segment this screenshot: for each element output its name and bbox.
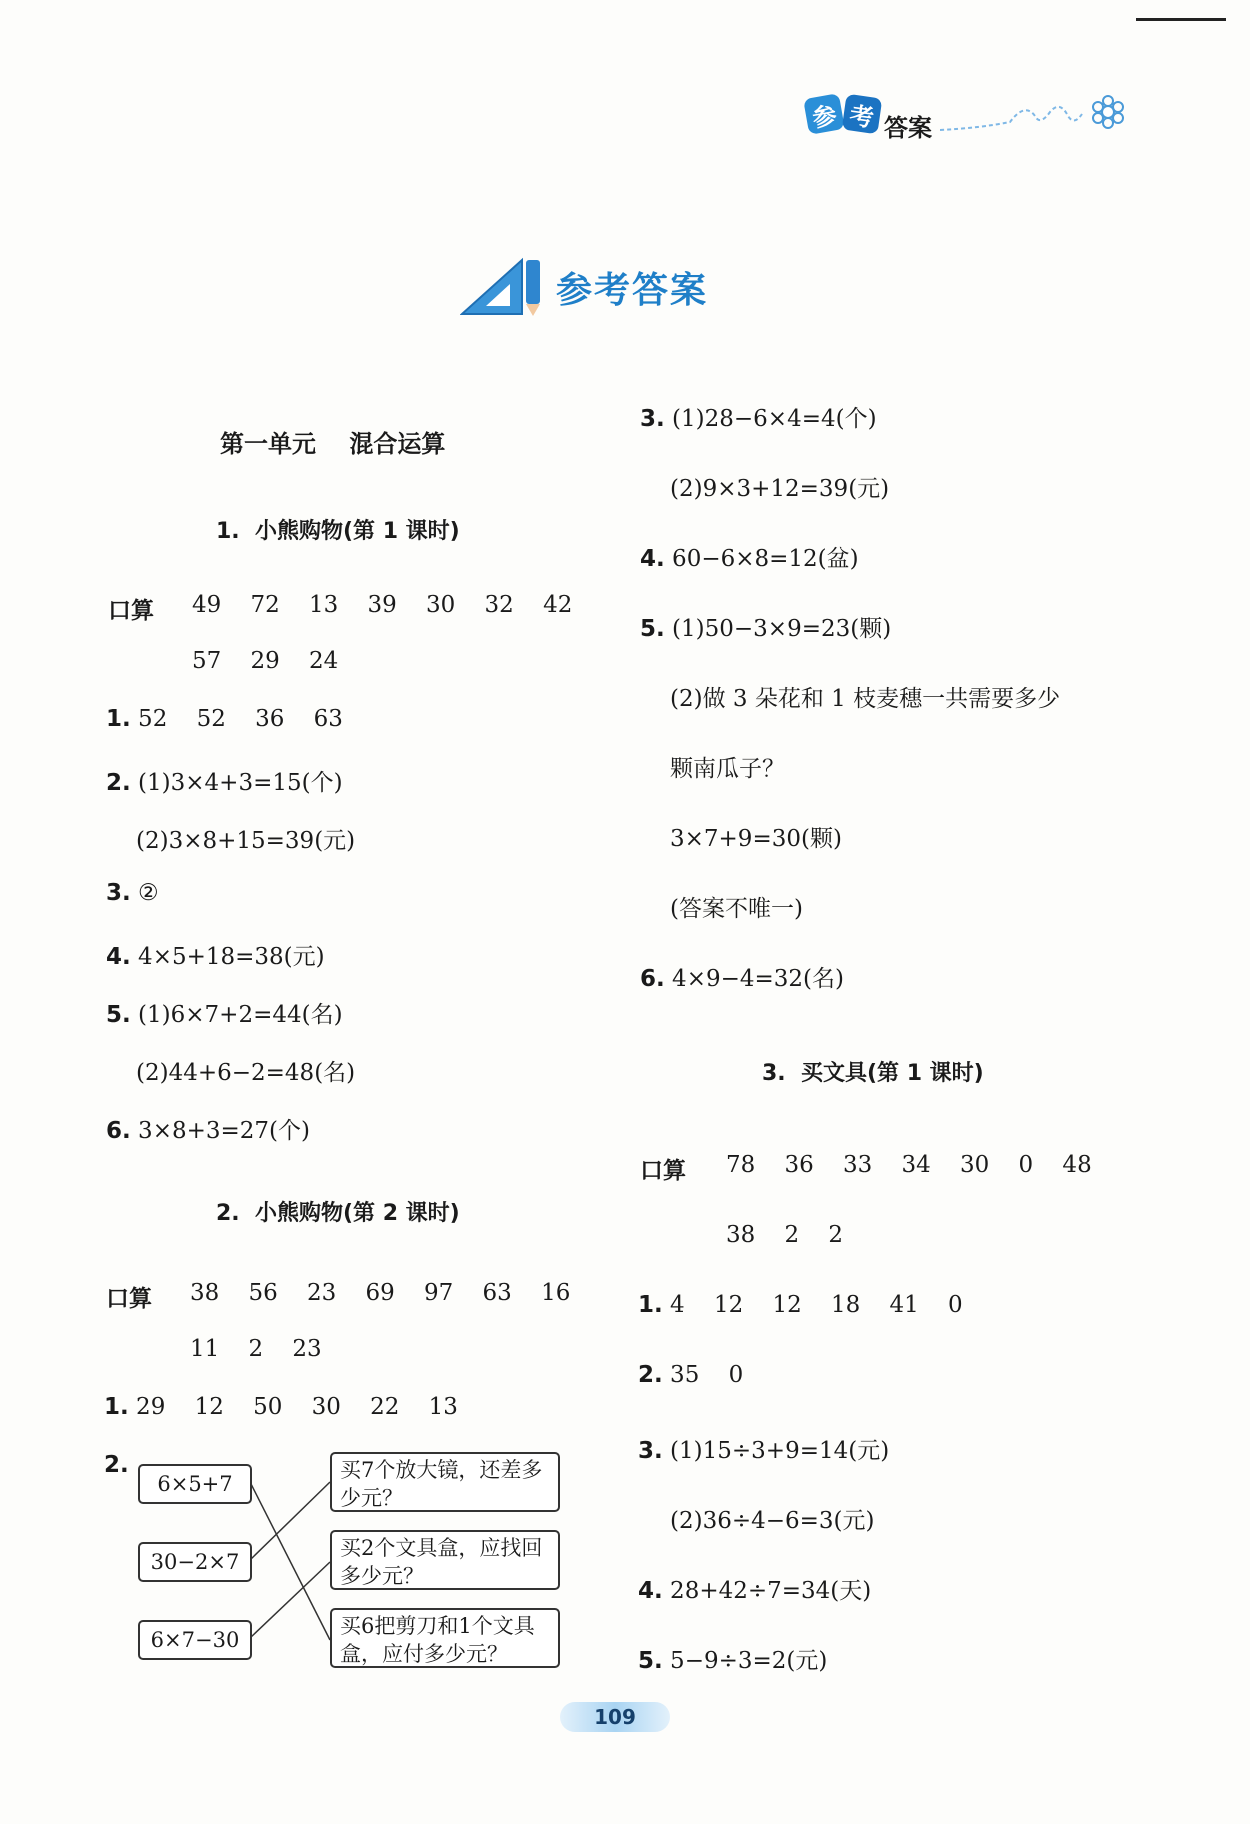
r-answer-3-part2: (2)9×3+12=39(元) bbox=[670, 476, 890, 502]
r-answer-6: 6. 4×9−4=32(名) bbox=[640, 966, 844, 992]
section-title-3: 3. 买文具(第 1 课时) bbox=[762, 1061, 984, 1086]
sec2-answer-1: 1. 29 12 50 30 22 13 bbox=[104, 1394, 458, 1420]
decorative-swirl-icon bbox=[940, 92, 1130, 138]
sec3-answer-2: 2. 35 0 bbox=[638, 1362, 744, 1388]
sec2-answer-2-num: 2. bbox=[104, 1452, 129, 1478]
unit-title: 第一单元 混合运算 bbox=[220, 430, 446, 458]
page-number: 109 bbox=[560, 1702, 670, 1732]
page-title: 参考答案 bbox=[556, 270, 709, 311]
header-text: 答案 bbox=[884, 114, 932, 142]
header-badge-1: 参 bbox=[803, 93, 845, 135]
top-rule bbox=[1136, 18, 1226, 21]
matching-lines bbox=[250, 1470, 334, 1670]
r-answer-5-part5: (答案不唯一) bbox=[670, 896, 803, 922]
expression-box-2: 30−2×7 bbox=[138, 1542, 252, 1582]
r-answer-5-part2: (2)做 3 朵花和 1 枝麦穗一共需要多少 bbox=[670, 686, 1061, 712]
question-box-3: 买6把剪刀和1个文具盒，应付多少元？ bbox=[330, 1608, 560, 1668]
expression-box-3: 6×7−30 bbox=[138, 1620, 252, 1660]
answer-2-part2: (2)3×8+15=39(元) bbox=[136, 828, 356, 854]
answer-1: 1. 52 52 36 63 bbox=[106, 706, 343, 732]
answer-4: 4. 4×5+18=38(元) bbox=[106, 944, 325, 970]
kousuan-row1-2: 38 56 23 69 97 63 16 bbox=[190, 1280, 571, 1306]
answer-6: 6. 3×8+3=27(个) bbox=[106, 1118, 310, 1144]
answer-5: 5. (1)6×7+2=44(名) bbox=[106, 1002, 343, 1028]
answer-5-part2: (2)44+6−2=48(名) bbox=[136, 1060, 356, 1086]
sec3-answer-3-part2: (2)36÷4−6=3(元) bbox=[670, 1508, 875, 1534]
sec3-answer-1: 1. 4 12 12 18 41 0 bbox=[638, 1292, 963, 1318]
expression-box-1: 6×5+7 bbox=[138, 1464, 252, 1504]
flower-icon bbox=[1093, 96, 1123, 128]
sec3-answer-5: 5. 5−9÷3=2(元) bbox=[638, 1648, 828, 1674]
section-title-2: 2. 小熊购物(第 2 课时) bbox=[216, 1201, 460, 1226]
section-title-1: 1. 小熊购物(第 1 课时) bbox=[216, 519, 460, 544]
kousuan-row1-3: 78 36 33 34 30 0 48 bbox=[726, 1152, 1092, 1178]
r-answer-4: 4. 60−6×8=12(盆) bbox=[640, 546, 859, 572]
r-answer-5-part4: 3×7+9=30(颗) bbox=[670, 826, 842, 852]
answer-3: 3. ② bbox=[106, 880, 159, 906]
r-answer-5-part3: 颗南瓜子？ bbox=[670, 756, 785, 782]
kousuan-row2-1: 57 29 24 bbox=[192, 648, 339, 674]
kousuan-row2-2: 11 2 23 bbox=[190, 1336, 322, 1362]
answer-2: 2. (1)3×4+3=15(个) bbox=[106, 770, 343, 796]
ruler-pencil-icon bbox=[460, 256, 548, 318]
kousuan-label-3: 口算 bbox=[640, 1158, 686, 1184]
header-badge-2: 考 bbox=[842, 94, 883, 135]
sec3-answer-3: 3. (1)15÷3+9=14(元) bbox=[638, 1438, 890, 1464]
r-answer-3: 3. (1)28−6×4=4(个) bbox=[640, 406, 877, 432]
kousuan-label-2: 口算 bbox=[106, 1286, 152, 1312]
r-answer-5: 5. (1)50−3×9=23(颗) bbox=[640, 616, 892, 642]
question-box-1: 买7个放大镜，还差多少元？ bbox=[330, 1452, 560, 1512]
kousuan-row2-3: 38 2 2 bbox=[726, 1222, 844, 1248]
kousuan-row1-1: 49 72 13 39 30 32 42 bbox=[192, 592, 573, 618]
sec3-answer-4: 4. 28+42÷7=34(天) bbox=[638, 1578, 872, 1604]
kousuan-label-1: 口算 bbox=[108, 598, 154, 624]
question-box-2: 买2个文具盒，应找回多少元？ bbox=[330, 1530, 560, 1590]
